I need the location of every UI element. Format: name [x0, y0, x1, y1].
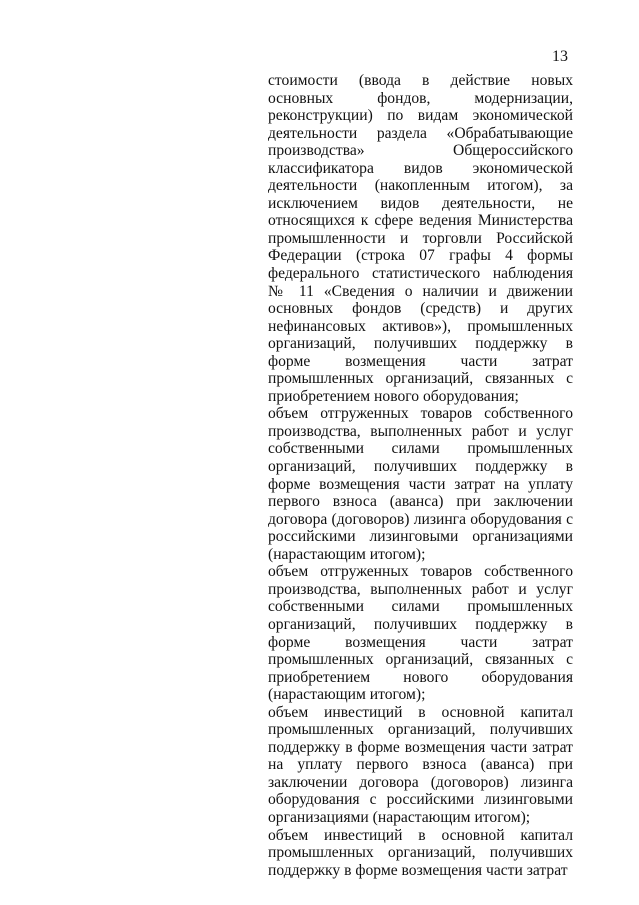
paragraph-fixed-assets-commissioning: стоимости (ввода в действие новых основных фондов, модернизации, реконструкции) по видам экономической деятельности раздела «Обрабатывающие производства» Общероссийского классификатора видов экономической деятельности (накопленным итогом), за исключением видов деятельности, не относящихся к сфере ведения Министерства промышленности и торговли Российской Федерации (строка 07 графы 4 формы федерального статистического наблюдения № 11 «Сведения о наличии и движении основных фондов (средств) и других нефинансовых активов»), промышленных организаций, получивших поддержку в форме возмещения части затрат промышленных организаций, связанных с приобретением нового оборудования;	[268, 72, 573, 405]
document-body	[268, 72, 573, 879]
paragraph-shipped-goods-leasing: объем отгруженных товаров собственного производства, выполненных работ и услуг собственными силами промышленных организаций, получивших поддержку в форме возмещения части затрат на уплату первого взноса (аванса) при заключении договора (договоров) лизинга оборудования с российскими лизинговыми организациями (нарастающим итогом);	[268, 405, 573, 563]
page-number: 13	[552, 48, 568, 65]
paragraph-investment-partial: объем инвестиций в основной капитал промышленных организаций, получивших поддержку в форме возмещения части затрат	[268, 826, 573, 879]
paragraph-investment-leasing: объем инвестиций в основной капитал промышленных организаций, получивших поддержку в форме возмещения части затрат на уплату первого взноса (аванса) при заключении договора (договоров) лизинга оборудования с российскими лизинговыми организациями (нарастающим итогом);	[268, 703, 573, 826]
paragraph-shipped-goods-new-equipment: объем отгруженных товаров собственного производства, выполненных работ и услуг собственными силами промышленных организаций, получивших поддержку в форме возмещения части затрат промышленных организаций, связанных с приобретением нового оборудования (нарастающим итогом);	[268, 563, 573, 704]
